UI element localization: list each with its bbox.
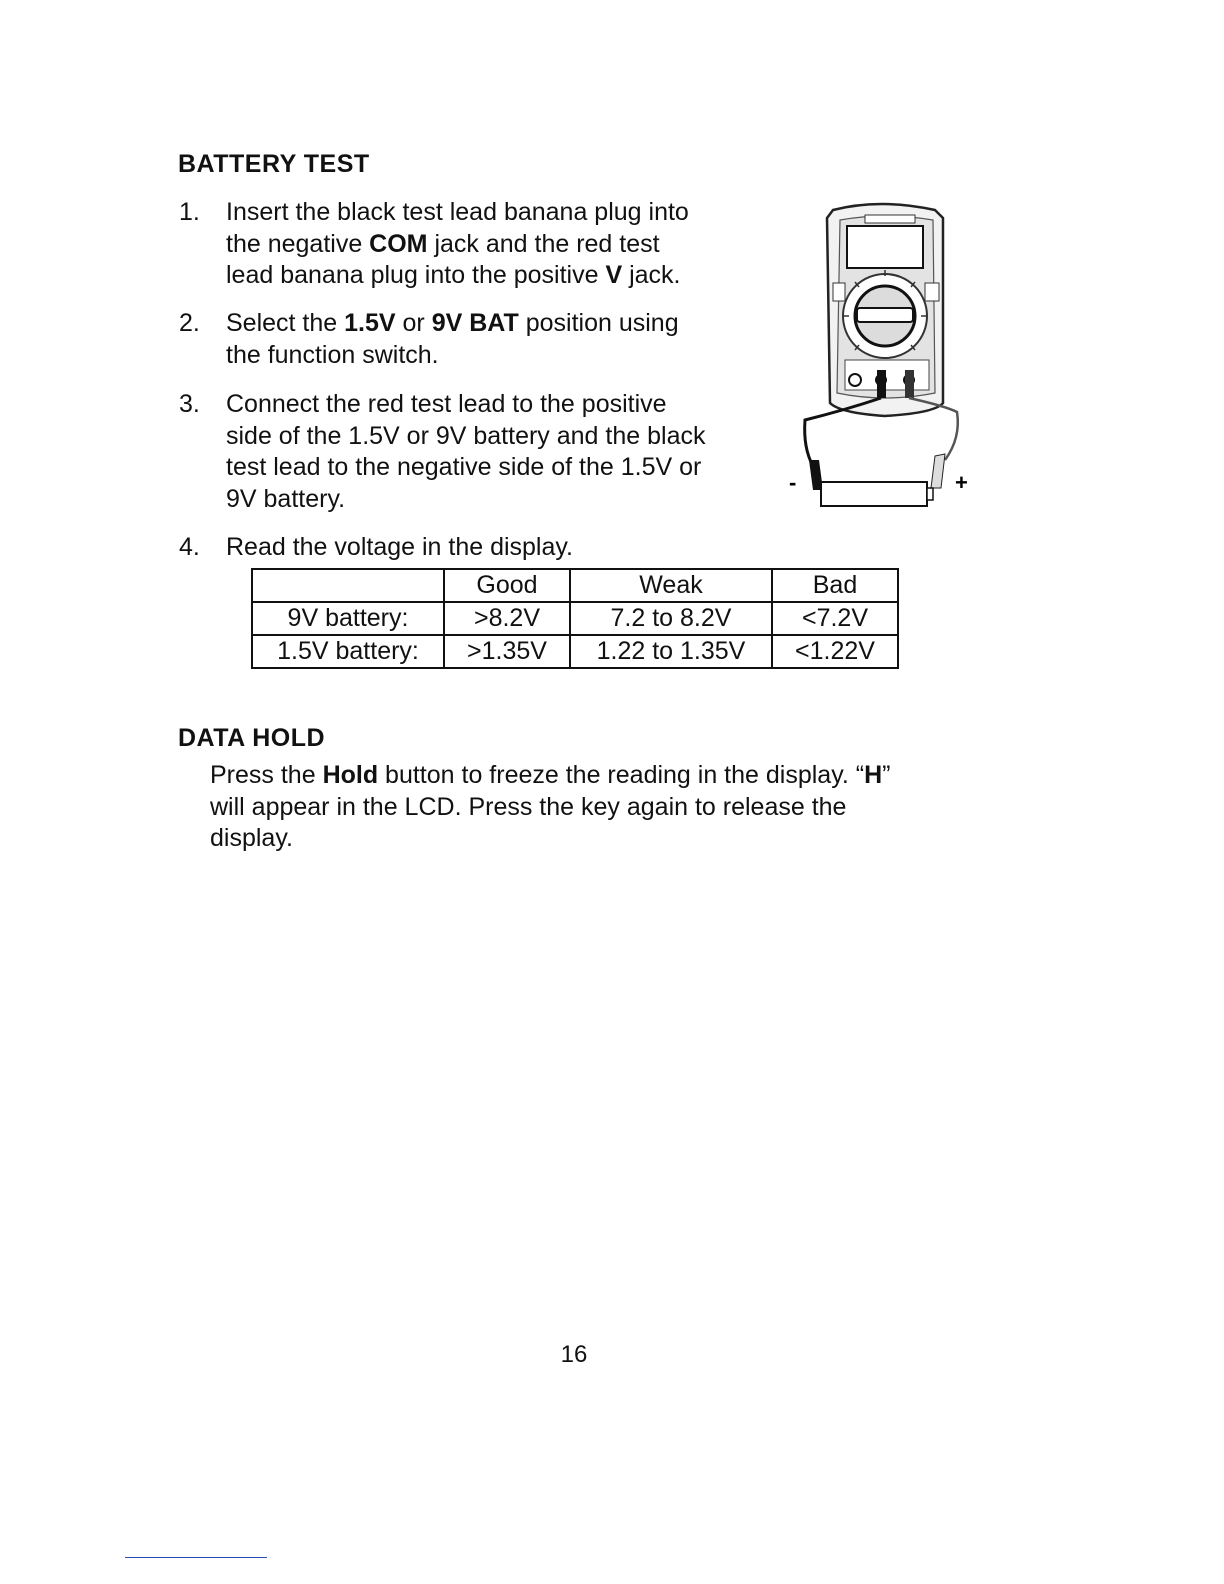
bold-term: 1.5V [344,309,396,337]
step-text [226,389,705,515]
text-span: or [395,309,432,337]
text-line: side of the 1.5V or 9V battery and the black [226,421,706,450]
text-span: jack. [622,261,681,289]
battery-terminal [927,488,933,500]
range-key [833,283,845,301]
step-number: 1. [179,198,200,226]
step-number: 2. [179,309,200,337]
text-line: will appear in the LCD. Press the key again to release the [210,792,847,821]
text-span: lead banana plug into the positive [226,261,606,289]
bold-term: Hold [322,761,379,789]
step-text [226,308,679,371]
brand-strip [865,215,915,223]
step-1 [179,197,779,293]
text-line: Read the voltage in the display. [226,533,573,561]
table-cell: 1.22 to 1.35V [570,635,772,668]
text-line: test lead to the negative side of the 1.5V or [226,453,702,481]
dial-pointer [857,308,913,322]
table-header-cell: Bad [772,569,898,602]
step-3 [179,389,779,517]
multimeter-battery-test-illustration [785,198,970,523]
red-probe [931,454,945,488]
bold-term: V [605,261,623,289]
table-cell: 7.2 to 8.2V [570,602,772,635]
text-line: 9V battery. [226,484,346,513]
text-span: button to freeze the reading in the display. “ [378,761,865,789]
text-line: display. [210,824,293,852]
table-header-row [252,569,898,602]
text-line: the function switch. [226,340,439,369]
table-cell: >1.35V [444,635,570,668]
text-span: Select the [226,309,345,337]
battery-minus-sign: - [789,470,797,495]
hold-key [925,283,939,301]
black-lead-plug [877,370,886,398]
battery-plus-sign: + [955,470,968,495]
battery-test-heading: BATTERY TEST [178,150,370,178]
step-number: 4. [179,533,200,561]
step-4 [179,532,779,564]
table-cell: 1.5V battery: [252,635,444,668]
text-span: banana plug into [503,198,689,226]
step-text [226,532,573,564]
text-span: Press the [210,761,323,789]
bold-term: COM [369,229,428,258]
bold-term: H [864,761,883,789]
lcd-display [847,226,923,268]
step-2 [179,308,779,372]
table-header-cell [252,569,444,602]
jack-10a [849,374,861,386]
step-text [226,197,689,292]
table-cell: <1.22V [772,635,898,668]
text-span: Insert the black test lead [226,198,504,226]
table-header-cell: Weak [570,569,772,602]
data-hold-heading: DATA HOLD [178,724,326,752]
red-lead-plug [905,370,914,398]
page-number: 16 [560,1341,588,1368]
bold-term: 9V BAT [431,309,519,337]
data-hold-paragraph [210,760,890,855]
table-cell: 9V battery: [252,602,444,635]
table-cell: >8.2V [444,602,570,635]
text-span: the negative [226,229,370,258]
text-span: ” [882,761,891,789]
table-cell: <7.2V [772,602,898,635]
table-header-cell: Good [444,569,570,602]
text-line: Connect the red test lead to the positive [226,390,667,418]
footnote-rule [125,1557,267,1558]
battery [821,482,927,506]
table-row [252,602,898,635]
battery-voltage-table [251,568,899,669]
text-span: position using [518,309,679,337]
text-span: jack and the red test [427,229,660,258]
table-row [252,635,898,668]
step-number: 3. [179,390,200,418]
